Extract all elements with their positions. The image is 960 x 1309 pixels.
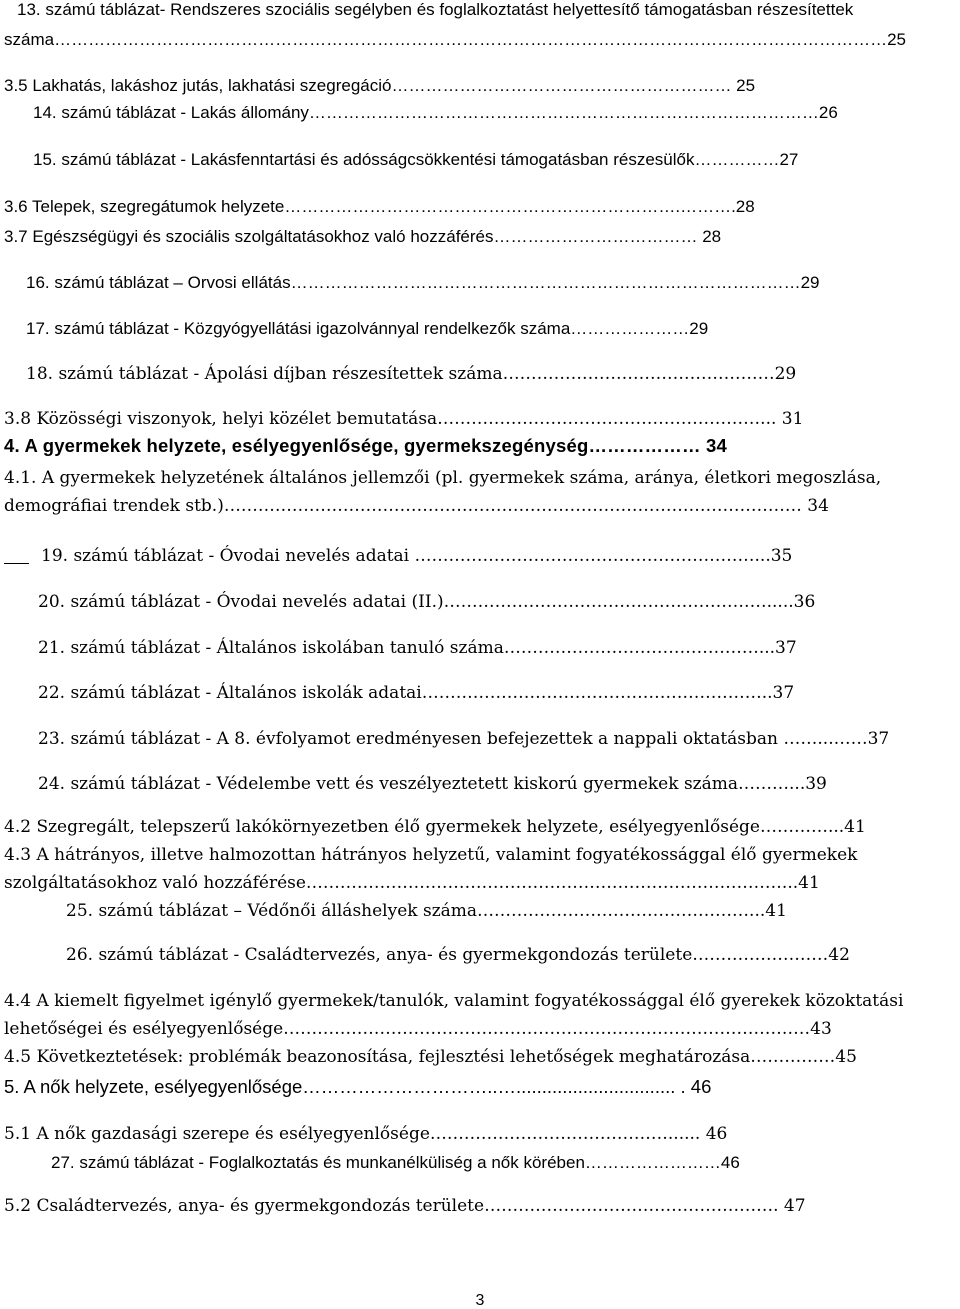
toc-entry: 5.1 A nők gazdasági szerepe és esélyegyenlősége……………………………………...... 46 [4,1124,728,1144]
toc-heading: 5. A nők helyzete, esélyegyenlősége…………………………..…............................... . 46 [4,1076,712,1097]
toc-entry: 4.2 Szegregált, telepszerű lakókörnyezetben élő gyermekek helyzete, esélyegyenlősége…………...41 [4,817,866,837]
toc-entry: 25. számú táblázat – Védőnői álláshelyek száma…………………………………………...41 [66,901,787,921]
blank-line [4,563,29,564]
toc-entry: lehetőségei és esélyegyenlősége…………………………………………………………………………………43 [4,1019,832,1039]
toc-entry: 14. számú táblázat - Lakás állomány………………………………………………………………………………26 [33,103,838,122]
toc-entry: 23. számú táblázat - A 8. évfolyamot eredményesen befejezettek a nappali oktatásban ……...……37 [38,729,890,749]
toc-entry: 24. számú táblázat - Védelembe vett és veszélyeztetett kiskorú gyermekek száma………...39 [38,774,827,794]
toc-entry: 17. számú táblázat - Közgyógyellátási igazolvánnyal rendelkezők száma…………………29 [26,319,709,338]
toc-entry: 4.5 Következtetések: problémák beazonosítása, fejlesztési lehetőségek meghatározása……………45 [4,1047,857,1067]
toc-entry: 13. számú táblázat- Rendszeres szociális segélyben és foglalkoztatást helyettesítő támogatásban részesítettek [17,0,854,19]
toc-entry: 21. számú táblázat - Általános iskolában tanuló száma………………………………………...37 [38,638,797,658]
toc-entry-text: 19. számú táblázat - Óvodai nevelés adatai ……………………………………………………...35 [41,546,793,566]
toc-entry: 4.3 A hátrányos, illetve halmozottan hátrányos helyzetű, valamint fogyatékossággal élő gyermekek [4,845,858,865]
toc-entry: 3.7 Egészségügyi és szociális szolgáltatásokhoz való hozzáférés……………………………… 28 [4,227,722,246]
toc-entry [4,548,792,565]
page-number: 3 [475,1292,485,1309]
toc-entry: 3.8 Közösségi viszonyok, helyi közélet bemutatása…………………………………………………... 31 [4,409,804,429]
toc-entry: 26. számú táblázat - Családtervezés, anya- és gyermekgondozás területe……………………42 [66,945,850,965]
toc-heading: 4. A gyermekek helyzete, esélyegyenlősége, gyermekszegénység……………… 34 [4,435,727,456]
toc-entry: 3.5 Lakhatás, lakáshoz jutás, lakhatási szegregáció…………………………………………………… 25 [4,76,756,95]
toc-entry: 4.1. A gyermekek helyzetének általános jellemzői (pl. gyermekek száma, aránya, életkori megoszlása, [4,468,882,488]
toc-entry: 20. számú táblázat - Óvodai nevelés adatai (II.)………………………………………………….....36 [38,592,816,612]
toc-entry: 5.2 Családtervezés, anya- és gyermekgondozás területe……………………………………………. 47 [4,1196,806,1216]
toc-entry: 15. számú táblázat - Lakásfenntartási és adósságcsökkentési támogatásban részesülők……………27 [33,150,799,169]
toc-entry: 3.6 Telepek, szegregátumok helyzete…………………………………………………………….……….28 [4,197,755,216]
toc-entry: 18. számú táblázat - Ápolási díjban részesítettek száma…………………………………………29 [26,364,797,384]
toc-entry: 16. számú táblázat – Orvosi ellátás………………………………………………………………………………29 [26,273,820,292]
toc-entry: 27. számú táblázat - Foglalkoztatás és munkanélküliség a nők körében……………………46 [51,1153,740,1172]
toc-entry: 22. számú táblázat - Általános iskolák adatai……………………………………………………..37 [38,683,795,703]
toc-entry: 4.4 A kiemelt figyelmet igénylő gyermekek/tanulók, valamint fogyatékossággal élő gyerekek közoktatási [4,991,904,1011]
toc-entry: demográfiai trendek stb.)………………………………………………………………………………………… 34 [4,496,829,516]
toc-entry: szolgáltatásokhoz való hozzáférése…………………………………………………………………………...41 [4,873,820,893]
toc-entry: száma…………………………………………………………………………………………………………………………………25 [4,31,906,48]
